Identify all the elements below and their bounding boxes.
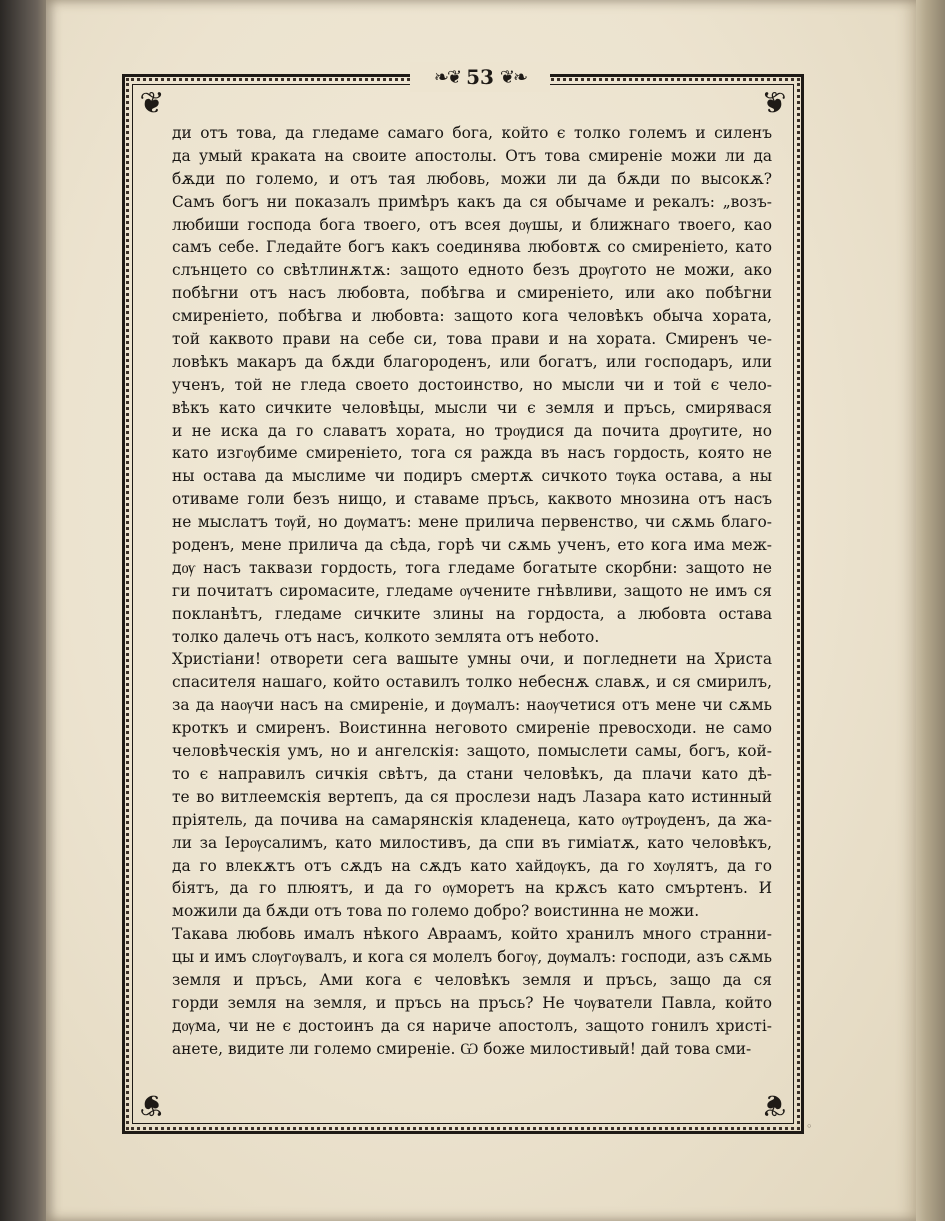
page-number: 53 — [466, 65, 494, 89]
text-line: человѣческія умъ, но и ангелскія: защото, помыслети самы, богъ, кой- — [172, 742, 772, 761]
text-line: като изгѹбиме смиреніето, тога ся ражда въ насъ гордость, която не — [172, 444, 772, 463]
body-text — [172, 122, 772, 1084]
text-line: вѣкъ като сичките человѣцы, мысли чи є земля и пръсь, смирявася — [172, 398, 772, 417]
scan-mark-icon: ◦ — [806, 1120, 813, 1133]
text-line: ли за Iерѹсалимъ, като милостивъ, да спи въ гиміатѫ, като человѣкъ, — [172, 833, 772, 852]
text-line: дѹма, чи не є достоинъ да ся нариче апостолъ, защото гонилъ христі- — [172, 1016, 772, 1035]
text-line: толко далечь отъ насъ, колкото землята отъ небото. — [172, 627, 600, 646]
text-line: бѫди по големо, и отъ тая любовь, можи ли да бѫди по высокѫ? — [172, 169, 772, 188]
text-line: земля и пръсь, Ами кога є человѣкъ земля и пръсь, защо да ся — [172, 970, 772, 989]
text-line: горди земля на земля, и пръсь на пръсь? Не чѹватели Павла, който — [172, 993, 772, 1012]
text-line: не мыслатъ тѹй, но дѹматъ: мене прилича первенство, чи сѫмь благо- — [172, 513, 772, 532]
text-line: любиши господа бога твоего, отъ всея дѹшы, и ближнаго твоего, као — [172, 215, 772, 234]
text-line: ученъ, той не гледа своето достоинство, но мысли чи и той є чело- — [172, 375, 772, 394]
text-line: ны остава да мыслиме чи подиръ смертѫ сичкото тѹка остава, а ны — [172, 467, 772, 486]
text-line: анете, видите ли големо смиреніе. Ѡ боже милостивый! дай това сми- — [172, 1039, 752, 1058]
text-line: да умый краката на своите апостолы. Отъ това смиреніе можи ли да — [172, 146, 772, 165]
text-line: ди отъ това, да гледаме самаго бога, който є толко големъ и силенъ — [172, 124, 772, 142]
page-header — [410, 62, 550, 92]
text-line: дѹ насъ таквази гордость, тога гледаме богатыте скорбни: защото не — [172, 558, 772, 577]
text-line: спасителя нашаго, който оставилъ толко небеснѫ славѫ, и ся смирилъ, — [172, 673, 772, 692]
text-line: Самъ богъ ни показалъ примѣръ какъ да ся обычаме и рекалъ: „возъ- — [172, 192, 772, 211]
text-line: покланѣтъ, гледаме сичките злины на гордоста, а любовта остава — [172, 604, 772, 623]
header-ornament-left-icon: ❧❦ — [433, 66, 461, 88]
text-line: можили да бѫди отъ това по големо добро? воистинна не можи. — [172, 902, 700, 921]
corner-flourish-icon: ❦ — [139, 86, 165, 121]
page-edge — [916, 0, 945, 1221]
text-line: пріятель, да почива на самарянскія кладенеца, като ѹтрѹденъ, да жа- — [172, 810, 772, 829]
text-line: роденъ, мене прилича да сѣда, горѣ чи сѫмь ученъ, ето кога има меж- — [172, 536, 772, 555]
text-line: отиваме голи безъ нищо, и ставаме пръсь, каквото мнозина отъ насъ — [172, 490, 772, 509]
text-line: той каквото прави на себе си, това прави и на хората. Смиренъ че- — [172, 330, 772, 349]
corner-flourish-icon: ❦ — [761, 86, 787, 121]
book-spine-shadow — [0, 0, 46, 1221]
corner-flourish-icon: ❦ — [139, 1087, 165, 1122]
header-ornament-right-icon: ❦❧ — [499, 66, 527, 88]
text-line: цы и имъ слѹгѹвалъ, и кога ся молелъ богѹ, дѹмалъ: господи, азъ сѫмь — [172, 948, 772, 967]
text-line: да го влекѫтъ отъ сѫдъ на сѫдъ като хайдѹкъ, да го хѹлятъ, да го — [172, 856, 772, 875]
text-line: самъ себе. Гледайте богъ какъ соединява любовтѫ со смиреніето, като — [172, 238, 772, 257]
text-line: те во витлеемскія вертепъ, да ся прослези надъ Лазара като истинный — [172, 787, 772, 806]
text-line: за да наѹчи насъ на смиреніе, и дѹмалъ: наѹчетися отъ мене чи сѫмь — [172, 696, 772, 715]
text-line: кроткъ и смиренъ. Воистинна неговото смиреніе превосходи. не само — [172, 719, 772, 738]
text-line: побѣгни отъ насъ любовта, побѣгва и смиреніето, или ако побѣгни — [172, 284, 772, 303]
text-line: слънцето со свѣтлинѫтѫ: защото едното безъ дрѹгото не можи, ако — [172, 261, 772, 280]
text-line: ги почитатъ сиромасите, гледаме ѹчените гнѣвливи, защото не имъ ся — [172, 581, 772, 600]
corner-flourish-icon: ❦ — [761, 1087, 787, 1122]
text-line: Христіани! отворети сега вашыте умны очи, и погледнети на Христа — [172, 650, 772, 669]
text-line: Такава любовь ималъ нѣкого Авраамъ, който хранилъ много странни- — [172, 925, 772, 944]
text-line: смиреніето, побѣгва и любовта: защото кога человѣкъ обыча хората, — [172, 307, 772, 326]
text-line: ловѣкъ макаръ да бѫди благороденъ, или богатъ, или господаръ, или — [172, 352, 772, 371]
text-line: и не иска да го славатъ хората, но трѹдися да почита дрѹгите, но — [172, 421, 772, 440]
text-line: то є направилъ сичкія свѣтъ, да стани человѣкъ, да плачи като дѣ- — [172, 764, 772, 783]
text-line: біятъ, да го плюятъ, и да го ѹморетъ на крѫсъ като смъртенъ. И — [172, 879, 772, 898]
